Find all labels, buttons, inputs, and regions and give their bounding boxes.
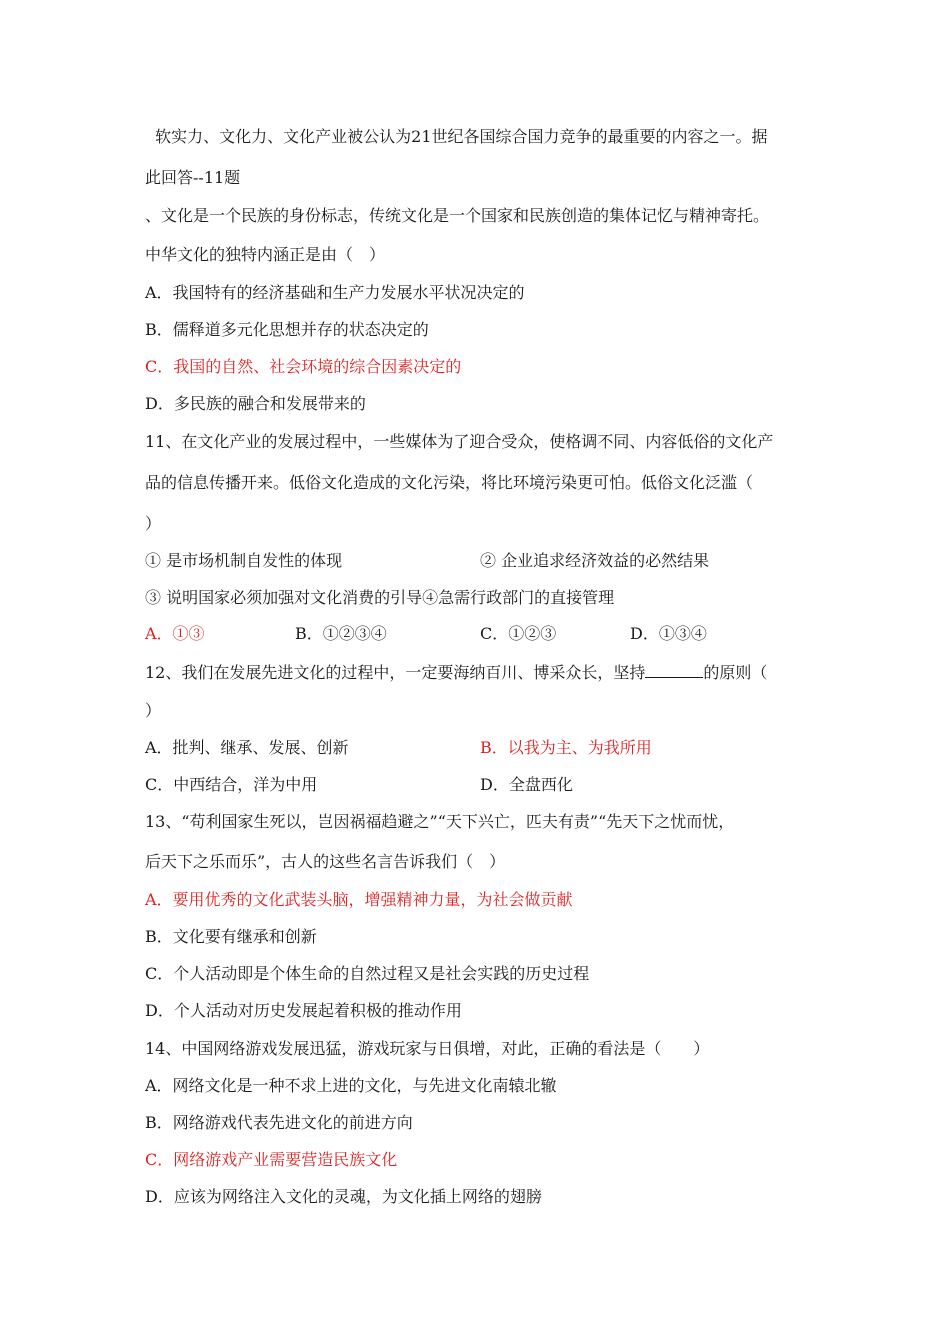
q12-stem-text-before-blank: 12、我们在发展先进文化的过程中，一定要海纳百川、博采众长，坚持	[145, 663, 646, 682]
q14-option-b: B．网络游戏代表先进文化的前进方向	[145, 1113, 413, 1132]
q10-stem-line-1: 、文化是一个民族的身份标志，传统文化是一个国家和民族创造的集体记忆与精神寄托。	[145, 206, 770, 225]
q11-statement-1: ① 是市场机制自发性的体现	[145, 551, 343, 570]
q14-option-d: D．应该为网络注入文化的灵魂，为文化插上网络的翅膀	[145, 1187, 542, 1206]
q14-option-a: A．网络文化是一种不求上进的文化，与先进文化南辕北辙	[145, 1076, 557, 1095]
intro-line-1: 软实力、文化力、文化产业被公认为21世纪各国综合国力竞争的最重要的内容之一。据	[145, 127, 768, 146]
q12-option-c: C．中西结合，洋为中用	[145, 775, 318, 794]
q11-stem-line-2: 品的信息传播开来。低俗文化造成的文化污染，将比环境污染更可怕。低俗文化泛滥（	[145, 473, 754, 492]
q11-option-a-answer: A．①③	[145, 624, 205, 643]
q13-option-d: D．个人活动对历史发展起着积极的推动作用	[145, 1001, 462, 1020]
q12-fill-blank	[645, 661, 703, 678]
q12-option-a: A．批判、继承、发展、创新	[145, 738, 349, 757]
q13-stem-line-1: 13、“苟利国家生死以，岂因祸福趋避之”“天下兴亡，匹夫有责”“先天下之忧而忧，	[145, 812, 735, 831]
q12-option-b-answer: B．以我为主、为我所用	[480, 738, 652, 757]
q10-option-c-answer: C．我国的自然、社会环境的综合因素决定的	[145, 357, 462, 376]
q12-stem-line-1	[145, 661, 810, 683]
q11-option-b: B．①②③④	[295, 624, 387, 643]
q12-option-d: D．全盘西化	[480, 775, 573, 794]
q11-stem-line-3: ）	[145, 514, 162, 533]
q12-stem-text-after-blank: 的原则（	[703, 663, 768, 682]
q10-option-d: D．多民族的融合和发展带来的	[145, 394, 366, 413]
q12-stem-line-2: ）	[145, 701, 162, 720]
q11-statement-2: ② 企业追求经济效益的必然结果	[480, 551, 710, 570]
q13-option-a-answer: A．要用优秀的文化武装头脑，增强精神力量，为社会做贡献	[145, 890, 573, 909]
q11-option-c: C．①②③	[480, 624, 557, 643]
q13-option-b: B．文化要有继承和创新	[145, 927, 317, 946]
q14-stem-line-1: 14、中国网络游戏发展迅猛，游戏玩家与日俱增，对此，正确的看法是（ ）	[145, 1039, 710, 1058]
q14-option-c-answer: C．网络游戏产业需要营造民族文化	[145, 1150, 398, 1169]
q13-stem-line-2: 后天下之乐而乐”，古人的这些名言告诉我们（ ）	[145, 852, 506, 871]
q10-stem-line-2: 中华文化的独特内涵正是由（ ）	[145, 245, 386, 264]
q11-stem-line-1: 11、在文化产业的发展过程中，一些媒体为了迎合受众，使格调不同、内容低俗的文化产	[145, 432, 774, 451]
intro-line-2: 此回答--11题	[145, 168, 241, 187]
q13-option-c: C．个人活动即是个体生命的自然过程又是社会实践的历史过程	[145, 964, 590, 983]
q10-option-b: B．儒释道多元化思想并存的状态决定的	[145, 320, 429, 339]
q11-option-d: D．①③④	[630, 624, 707, 643]
q10-option-a: A．我国特有的经济基础和生产力发展水平状况决定的	[145, 283, 525, 302]
q11-statement-3-4: ③ 说明国家必须加强对文化消费的引导④急需行政部门的直接管理	[145, 588, 615, 607]
